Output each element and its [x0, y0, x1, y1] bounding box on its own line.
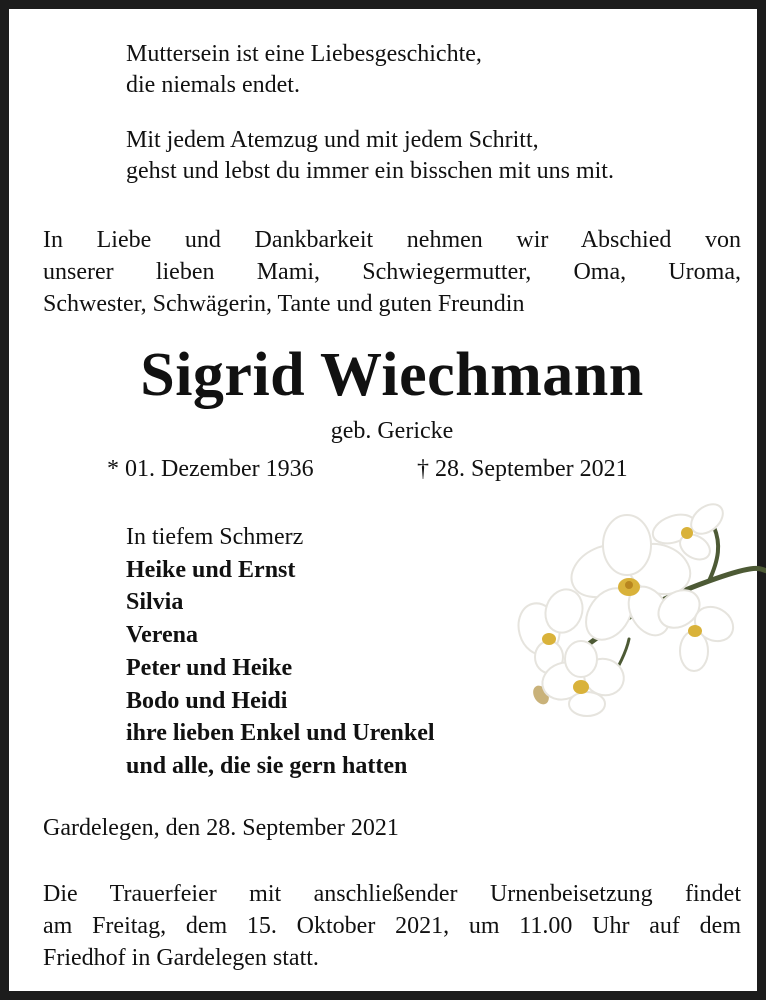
- funeral-notice: [43, 878, 741, 974]
- maiden-name: geb. Gericke: [330, 418, 454, 444]
- intro-line: In Liebe und Dankbarkeit nehmen wir Abschied von: [43, 227, 741, 253]
- mourner-name: ihre lieben Enkel und Urenkel: [126, 720, 435, 747]
- poem-stanza-1: [126, 39, 482, 101]
- birth-date: * 01. Dezember 1936: [107, 456, 314, 482]
- orchid-icon: [509, 499, 766, 729]
- mourner-name: und alle, die sie gern hatten: [126, 752, 408, 779]
- funeral-notice-line: Die Trauerfeier mit anschließender Urnenbeisetzung findet: [43, 881, 741, 907]
- death-date: † 28. September 2021: [417, 456, 628, 482]
- place-date: Gardelegen, den 28. September 2021: [43, 815, 399, 841]
- intro-line: Schwester, Schwägerin, Tante und guten Freundin: [43, 291, 525, 317]
- poem-line: Mit jedem Atemzug und mit jedem Schritt,: [126, 127, 539, 153]
- mourner-name: Silvia: [126, 589, 184, 616]
- funeral-notice-line: am Freitag, dem 15. Oktober 2021, um 11.00 Uhr auf dem: [43, 913, 741, 939]
- mourner-name: Verena: [126, 622, 198, 649]
- intro-paragraph: [43, 224, 741, 320]
- poem-line: gehst und lebst du immer ein bisschen mit uns mit.: [126, 158, 614, 184]
- intro-line: unserer lieben Mami, Schwiegermutter, Oma, Uroma,: [43, 259, 741, 285]
- mourner-name: Peter und Heike: [126, 654, 293, 681]
- deceased-name: Sigrid Wiechmann: [140, 341, 644, 409]
- mourners-intro: In tiefem Schmerz: [126, 524, 304, 550]
- mourner-name: Bodo und Heidi: [126, 687, 288, 714]
- funeral-notice-line: Friedhof in Gardelegen statt.: [43, 945, 319, 971]
- mourner-name: Heike und Ernst: [126, 556, 296, 583]
- mourners-list: [126, 521, 435, 783]
- poem-line: die niemals endet.: [126, 72, 300, 98]
- poem-stanza-2: [126, 125, 614, 187]
- poem-line: Muttersein ist eine Liebesgeschichte,: [126, 41, 482, 67]
